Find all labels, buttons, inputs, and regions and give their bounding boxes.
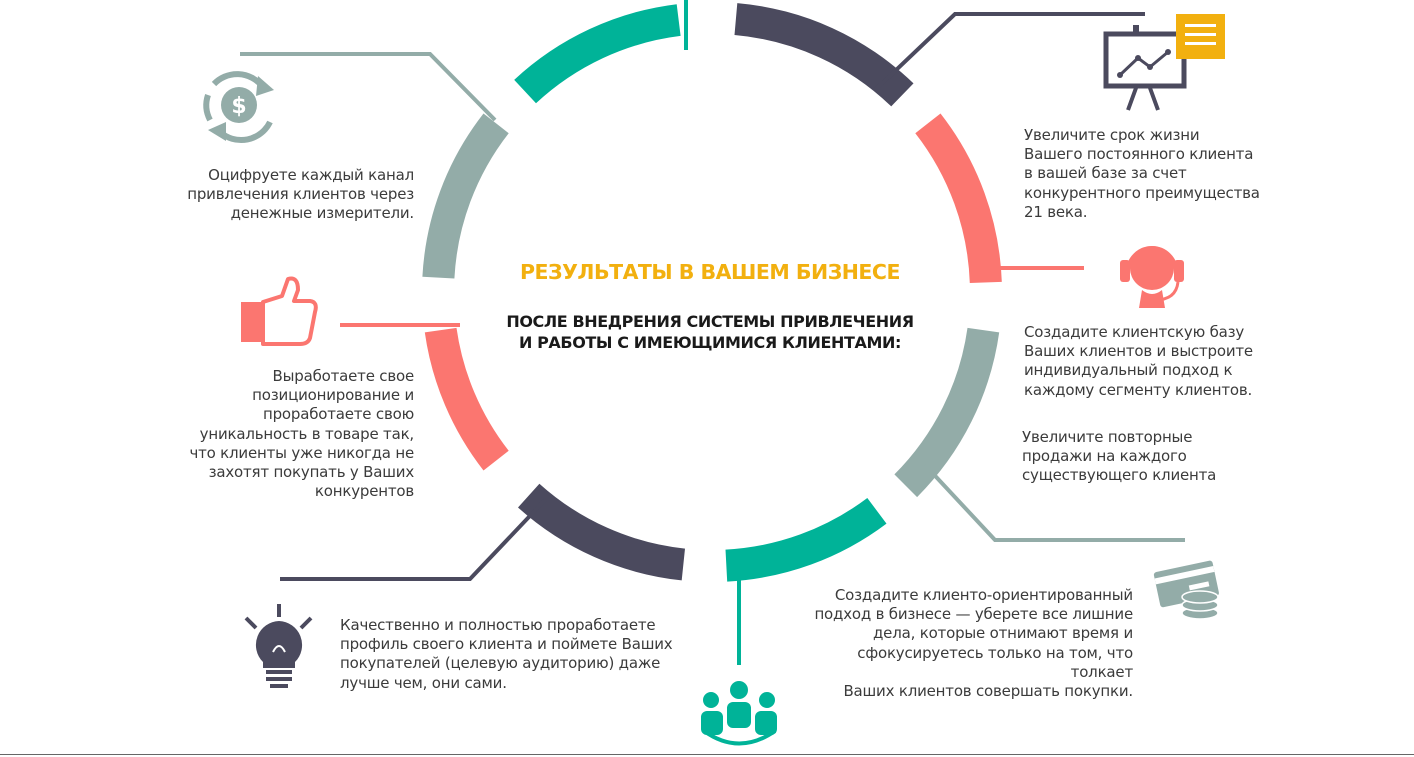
diagram-title: РЕЗУЛЬТАТЫ В ВАШЕМ БИЗНЕСЕ [520,260,900,284]
ring-segments [422,3,1001,582]
ring-segment-coral-right [915,114,1002,284]
ring-segment-gray-right [894,328,999,497]
svg-text:$: $ [231,94,247,119]
ring-segment-dark-top [735,3,914,106]
text-customer-lifetime: Увеличите срок жизни Вашего постоянного клиента в вашей базе за счет конкурентного преимущества 21 века. [1024,126,1260,221]
card-coins-icon [1153,560,1219,619]
headset-icon [1120,246,1184,308]
thumbs-up-icon [241,278,316,344]
diagram-subtitle [490,311,930,353]
bottom-divider [0,754,1414,755]
connector-dark-bottomleft [280,500,545,579]
lightbulb-icon [246,604,311,688]
text-repeat-sales: Увеличите повторные продажи на каждого существующего клиента [1022,428,1217,485]
text-digitize-channels: Оцифруете каждый канал привлечения клиентов через денежные измерители. [187,166,414,223]
text-customer-profile: Качественно и полностью проработаете профиль своего клиента и поймете Ваших покупателей (целевую аудиторию) даже лучше чем, они сами. [340,616,673,692]
connector-gray-topleft [240,54,495,120]
text-client-oriented: Создадите клиенто-ориентированный подход в бизнесе — уберете все лишние дела, которые отнимают время и сфокусируетесь только на том, что толкает Ваших клиентов совершать покупки. [814,586,1133,701]
ring-segment-teal-bottom [726,498,887,582]
ring-segment-teal-top [514,4,680,103]
subtitle-line-2: И РАБОТЫ С ИМЕЮЩИМИСЯ КЛИЕНТАМИ: [518,333,902,352]
text-positioning: Выработаете свое позиционирование и проработаете свою уникальность в товаре так, что клиенты уже никогда не захотят покупать у Ваших конкурентов [189,367,414,501]
ring-segment-gray-left [422,114,508,279]
text-client-base: Создадите клиентскую базу Ваших клиентов и выстроите индивидуальный подход к каждому сегменту клиентов. [1024,323,1253,399]
menu-icon[interactable] [1176,14,1225,59]
ring-segment-dark-bottom [518,484,685,581]
dollar-cycle-icon [206,74,274,141]
presentation-chart-icon [1106,25,1184,110]
team-icon [701,681,777,744]
subtitle-line-1: ПОСЛЕ ВНЕДРЕНИЯ СИСТЕМЫ ПРИВЛЕЧЕНИЯ [506,312,914,331]
